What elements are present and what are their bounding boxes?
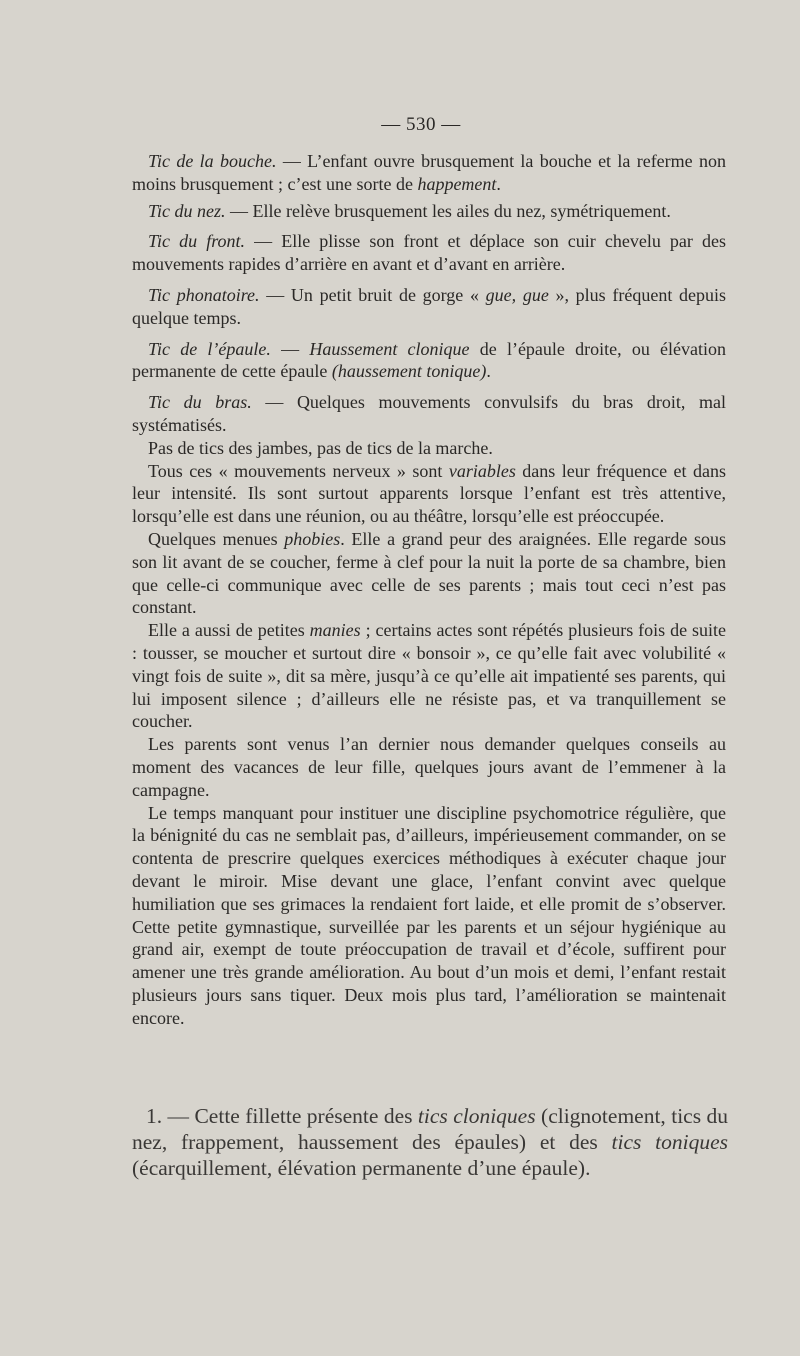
- paragraph-tail: ; certains actes sont répétés plusieurs fois de suite : tousser, se moucher et surtout dire « bonsoir », ce qu’elle fait avec volubilité « vingt fois de suite », dit sa mère, jusqu’à ce qu’elle ait impatienté ses parents, qui lui imposent silence ; d’ailleurs elle ne résiste pas, et va tranquillement se coucher.: [132, 620, 727, 732]
- paragraph-mouvements: [132, 460, 726, 528]
- footnote-text: (clignotement, tics du nez, frappement, haussement des épaules) et des: [132, 1104, 729, 1154]
- paragraph-text: de l’épaule droite, ou élévation permanente de cette épaule: [132, 338, 727, 382]
- paragraph-parents: Les parents sont venus l’an dernier nous demander quelques conseils au moment des vacances de leur fille, quelques jours avant de l’emmener à la campagne.: [132, 734, 726, 800]
- emphasis: (haussement tonique): [331, 361, 487, 382]
- dash: —: [259, 284, 291, 305]
- emphasis: tics cloniques: [417, 1104, 536, 1128]
- dash: —: [251, 392, 297, 413]
- footnote-text: (écarquillement, élévation permanente d’une épaule).: [132, 1156, 591, 1180]
- paragraph-text: Quelques mouvements convulsifs du bras droit, mal systématisés.: [132, 392, 726, 435]
- dash: —: [270, 338, 310, 359]
- paragraph-tail: .: [496, 173, 501, 194]
- section-heading: Tic du front.: [148, 231, 246, 252]
- emphasis: Haussement clonique: [309, 338, 470, 359]
- paragraph-jambes: Pas de tics des jambes, pas de tics de la marche.: [148, 437, 493, 458]
- emphasis: tics toniques: [611, 1130, 728, 1154]
- paragraph-text: Elle relève brusquement les ailes du nez, symétriquement.: [252, 200, 671, 221]
- emphasis: variables: [448, 460, 516, 481]
- section-heading: Tic de l’épaule.: [148, 338, 271, 359]
- paragraph-tail: dans leur fréquence et dans leur intensité. Ils sont surtout apparents lorsque l’enfant est très attentive, lorsqu’elle est dans une réunion, ou au théâtre, lorsqu’elle est préoccupée.: [132, 460, 726, 527]
- section-heading: Tic de la bouche.: [148, 151, 277, 171]
- paragraph-tic-front: [132, 230, 726, 276]
- footnote-marker: 1.: [146, 1104, 163, 1128]
- dash: —: [162, 1104, 195, 1128]
- paragraph-tic-epaule: [132, 338, 726, 384]
- footnote: [132, 1103, 728, 1181]
- emphasis: happement: [417, 173, 497, 194]
- paragraph-tail: . Elle a grand peur des araignées. Elle regarde sous son lit avant de se coucher, ferme à clef pour la nuit la porte de sa chambre, bien que celle-ci communique avec celle de ses parents ; mais tout ceci n’est pas constant.: [132, 528, 726, 618]
- dash: —: [225, 200, 253, 221]
- paragraph-text: Quelques menues: [148, 528, 285, 549]
- emphasis: manies: [309, 620, 361, 641]
- emphasis: gue, gue: [485, 284, 549, 305]
- paragraph-traitement: Le temps manquant pour instituer une discipline psychomotrice régulière, que la bénignité du cas ne semblait pas, d’ailleurs, impérieusement commander, on se contenta de prescrire quelques exercices méthodiques à exécuter chaque jour devant le miroir. Mise devant une glace, l’enfant convint avec quelque humiliation que ses grimaces la rendaient fort laide, et elle promit de s’observer. Cette petite gymnastique, surveillée par les parents et un séjour hygiénique au grand air, exempt de toute préoccupation de travail et d’école, suffirent pour amener une très grande amélioration. Au bout d’un mois et demi, l’enfant restait plusieurs jours sans tiquer. Deux mois plus tard, l’amélioration se maintenait encore.: [132, 802, 726, 1028]
- page-number: — 530 —: [381, 114, 461, 135]
- paragraph-manies: [132, 619, 726, 733]
- paragraph-text: Elle plisse son front et déplace son cuir chevelu par des mouvements rapides d’arrière en avant et d’avant en arrière.: [132, 231, 726, 275]
- section-heading: Tic du nez.: [148, 200, 226, 221]
- section-heading: Tic phonatoire.: [148, 284, 260, 305]
- paragraph-text: Elle a aussi de petites: [148, 620, 310, 641]
- section-heading: Tic du bras.: [148, 392, 252, 413]
- paragraph-text: Tous ces « mouvements nerveux » sont: [148, 460, 449, 481]
- emphasis: phobies: [284, 528, 341, 549]
- paragraph-tic-bras: [132, 391, 726, 437]
- footnote-text: Cette fillette présente des: [194, 1104, 418, 1128]
- paragraph-tail: », plus fréquent depuis quelque temps.: [132, 284, 727, 328]
- dash: —: [245, 231, 282, 252]
- paragraph-text: L’enfant ouvre brusquement la bouche et la referme non moins brusquement ; c’est une sorte de: [132, 151, 726, 194]
- paragraph-tail: .: [486, 361, 491, 382]
- paragraph-tic-nez: [132, 200, 726, 223]
- main-text: [132, 150, 726, 1029]
- paragraph-phobies: [132, 528, 726, 619]
- paragraph-tic-bouche: [132, 150, 726, 196]
- dash: —: [276, 151, 308, 171]
- paragraph-tic-phonatoire: [132, 284, 726, 330]
- paragraph-text: Un petit bruit de gorge «: [290, 284, 486, 305]
